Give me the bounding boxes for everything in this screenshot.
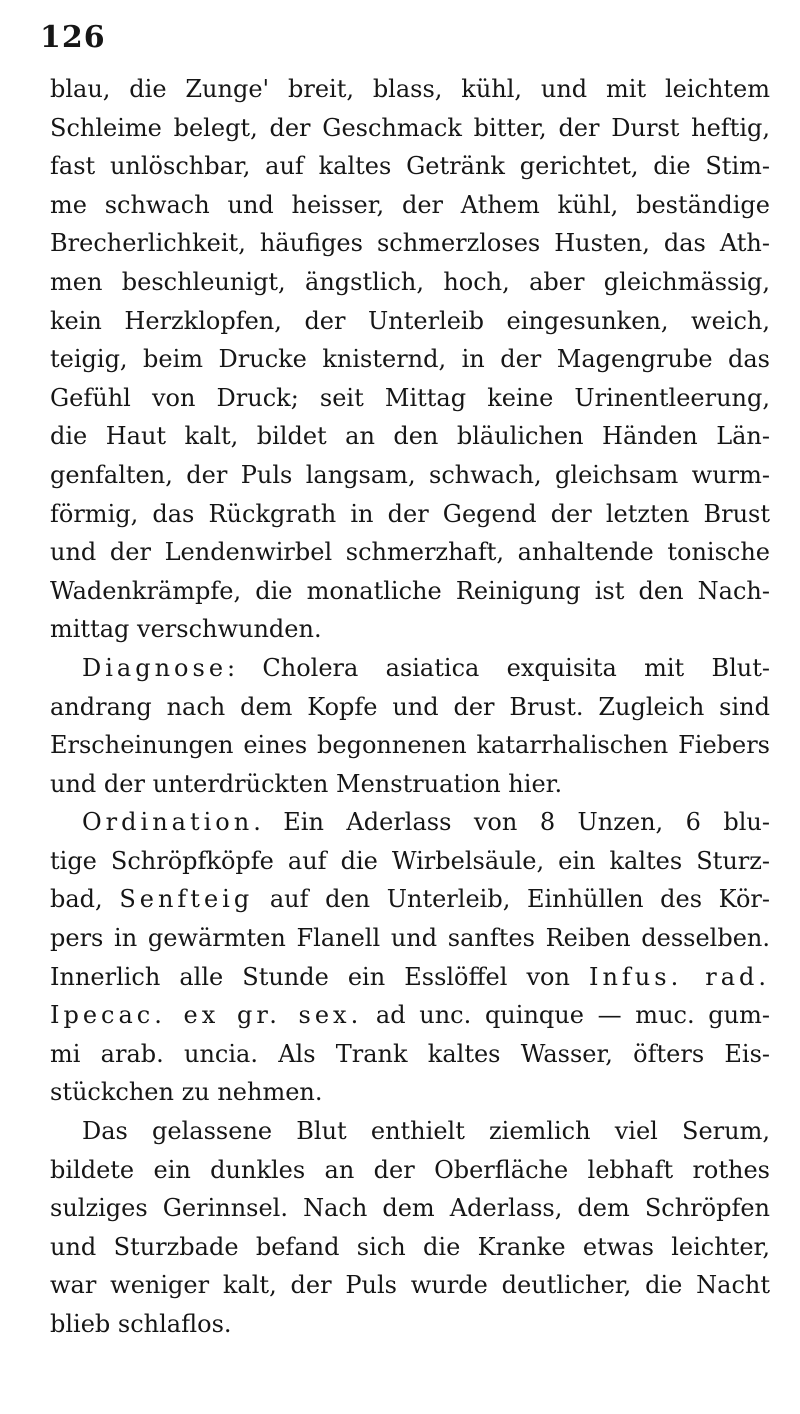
text-line: blau, die Zunge' breit, blass, kühl, und mit leichtem [50,75,770,103]
diagnose-heading: Diagnose [82,653,228,682]
text-line [50,996,770,1035]
text-line [50,880,770,919]
text-line: tige Schröpfköpfe auf die Wirbelsäule, ein kaltes Sturz- [50,846,770,875]
diagnose-line [50,649,770,688]
text-line: die Haut kalt, bildet an den bläulichen Händen Län- [50,422,770,451]
text-line: men beschleunigt, ängstlich, hoch, aber gleichmässig, [50,267,770,296]
text-line: mittag verschwunden. [50,615,322,644]
text-line: stückchen zu nehmen. [50,1078,323,1107]
text-line: Erscheinungen eines begonnenen katarrhalischen Fiebers [50,731,770,760]
text-line: teigig, beim Drucke knisternd, in der Magengrube das [50,345,770,374]
text-line: me schwach und heisser, der Athem kühl, beständige [50,190,770,219]
text-fragment: bad, [50,885,120,914]
ordination-line [50,803,770,842]
diagnose-text: : Cholera asiatica exquisita mit Blut- [227,653,770,682]
text-line [50,958,770,997]
ordination-heading: Ordination [82,808,254,837]
text-line: förmig, das Rückgrath in der Gegend der letzten Brust [50,499,770,528]
text-line: sulziges Gerinnsel. Nach dem Aderlass, dem Schröpfen [50,1194,770,1223]
text-line: Wadenkrämpfe, die monatliche Reinigung ist den Nach- [50,576,770,605]
ordination-text: . Ein Aderlass von 8 Unzen, 6 blu- [253,808,770,837]
text-line: und der Lendenwirbel schmerzhaft, anhaltende tonische [50,538,770,567]
text-line: mi arab. uncia. Als Trank kaltes Wasser, öfters Eis- [50,1039,770,1068]
page-number: 126 [40,20,106,55]
text-line: fast unlöschbar, auf kaltes Getränk gerichtet, die Stim- [50,152,770,181]
text-fragment: auf den Unterleib, Einhüllen des Kör- [253,885,771,914]
text-line: Gefühl von Druck; seit Mittag keine Urinentleerung, [50,383,770,412]
text-line: bildete ein dunkles an der Oberfläche lebhaft rothes [50,1155,770,1184]
text-line: und der unterdrückten Menstruation hier. [50,769,563,798]
text-line: Schleime belegt, der Geschmack bitter, der Durst heftig, [50,113,770,142]
text-fragment: ad unc. quinque — muc. gum- [362,1001,770,1030]
spaced-term: Ipecac. ex gr. sex. [50,1001,363,1030]
text-line: genfalten, der Puls langsam, schwach, gleichsam wurm- [50,460,770,489]
text-line: und Sturzbade befand sich die Kranke etwas leichter, [50,1232,770,1261]
text-line: war weniger kalt, der Puls wurde deutlicher, die Nacht [50,1271,770,1300]
spaced-term: Senfteig [119,885,254,914]
text-fragment: Innerlich alle Stunde ein Esslöffel von [50,962,589,991]
text-line: Das gelassene Blut enthielt ziemlich viel Serum, [82,1117,770,1146]
text-line: pers in gewärmten Flanell und sanftes Reiben desselben. [50,924,770,953]
text-line: Brecherlichkeit, häufiges schmerzloses Husten, das Ath- [50,229,770,258]
text-line: kein Herzklopfen, der Unterleib eingesunken, weich, [50,306,770,335]
spaced-term: Infus. rad. [588,962,770,991]
text-line: andrang nach dem Kopfe und der Brust. Zugleich sind [50,692,770,721]
body-text [50,70,770,1344]
text-line: blieb schlaflos. [50,1310,232,1338]
